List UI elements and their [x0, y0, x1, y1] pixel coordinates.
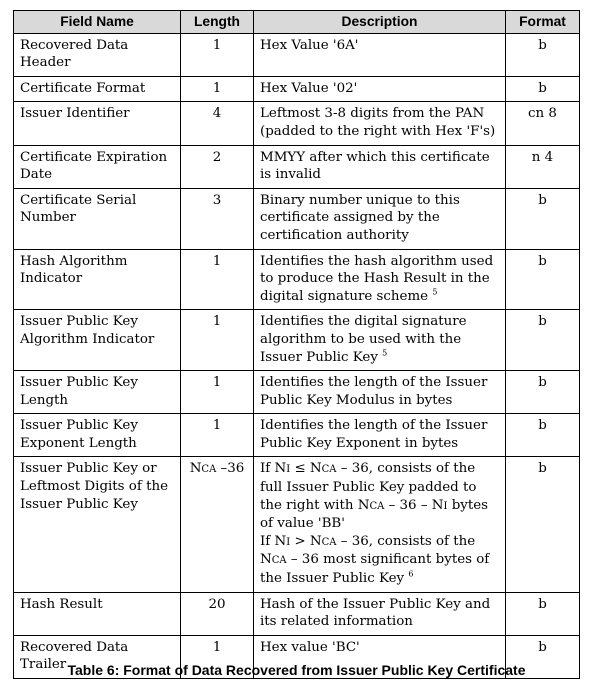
description-paragraph: If NI ≤ NCA – 36, consists of the full Issuer Public Key padded to the right with NCA – 36 – NI bytes of value 'BB': [260, 461, 489, 532]
format-cell: cn 8: [506, 102, 580, 145]
table-row: [14, 145, 580, 188]
length-cell: 1: [181, 635, 254, 678]
table-row: [14, 102, 580, 145]
field-name-cell: Certificate Format: [14, 76, 181, 102]
description-text: Identifies the hash algorithm used to produce the Hash Result in the digital signature scheme: [260, 253, 494, 304]
length-cell: 4: [181, 102, 254, 145]
length-cell: [181, 457, 254, 592]
header-row: [14, 11, 580, 34]
field-name-cell: Issuer Public Key Exponent Length: [14, 414, 181, 457]
description-text: Identifies the digital signature algorithm to be used with the Issuer Public Key: [260, 314, 467, 365]
length-cell: 1: [181, 76, 254, 102]
table-container: [13, 10, 581, 679]
field-name-cell: Issuer Public Key Length: [14, 371, 181, 414]
table-row: [14, 76, 580, 102]
data-format-table: [13, 10, 580, 679]
footnote-ref: 6: [408, 569, 414, 579]
format-cell: b: [506, 249, 580, 310]
field-name-cell: Issuer Public Key Algorithm Indicator: [14, 310, 181, 371]
table-row: [14, 188, 580, 249]
description-cell: Leftmost 3-8 digits from the PAN (padded to the right with Hex 'F's): [254, 102, 506, 145]
description-cell: Hex Value '6A': [254, 33, 506, 76]
header-description: Description: [254, 11, 506, 34]
length-expression: –36: [216, 461, 245, 477]
field-name-cell: Certificate Expiration Date: [14, 145, 181, 188]
description-cell: Binary number unique to this certificate assigned by the certification authority: [254, 188, 506, 249]
format-cell: b: [506, 635, 580, 678]
description-cell: Hash of the Issuer Public Key and its related information: [254, 592, 506, 635]
footnote-ref: 5: [432, 287, 438, 297]
description-cell: Hex value 'BC': [254, 635, 506, 678]
field-name-cell: Issuer Identifier: [14, 102, 181, 145]
field-name-cell: Issuer Public Key or Leftmost Digits of the Issuer Public Key: [14, 457, 181, 592]
footnote-ref: 5: [382, 348, 388, 358]
header-field-name: Field Name: [14, 11, 181, 34]
description-paragraph: If NI > NCA – 36, consists of the NCA – 36 most significant bytes of the Issuer Public Key $^6$: [260, 533, 490, 587]
length-cell: 1: [181, 310, 254, 371]
length-cell: 2: [181, 145, 254, 188]
field-name-cell: Hash Algorithm Indicator: [14, 249, 181, 310]
length-cell: 1: [181, 371, 254, 414]
description-cell: [254, 249, 506, 310]
description-cell: [254, 310, 506, 371]
format-cell: b: [506, 188, 580, 249]
length-cell: 3: [181, 188, 254, 249]
length-cell: 1: [181, 33, 254, 76]
header-format: Format: [506, 11, 580, 34]
length-cell: 20: [181, 592, 254, 635]
header-length: Length: [181, 11, 254, 34]
description-cell: Identifies the length of the Issuer Public Key Modulus in bytes: [254, 371, 506, 414]
format-cell: b: [506, 414, 580, 457]
length-cell: 1: [181, 414, 254, 457]
length-symbol: N: [189, 461, 202, 477]
field-name-cell: Recovered Data Header: [14, 33, 181, 76]
format-cell: b: [506, 457, 580, 592]
length-subscript: CA: [201, 464, 217, 476]
table-row: [14, 33, 580, 76]
format-cell: b: [506, 33, 580, 76]
format-cell: b: [506, 371, 580, 414]
description-cell: MMYY after which this certificate is invalid: [254, 145, 506, 188]
field-name-cell: Hash Result: [14, 592, 181, 635]
table-row: [14, 457, 580, 592]
table-row: [14, 592, 580, 635]
table-row: [14, 371, 580, 414]
format-cell: n 4: [506, 145, 580, 188]
format-cell: b: [506, 76, 580, 102]
format-cell: b: [506, 310, 580, 371]
description-cell: [254, 457, 506, 592]
field-name-cell: Recovered Data Trailer: [14, 635, 181, 678]
length-cell: 1: [181, 249, 254, 310]
table-row: [14, 414, 580, 457]
table-row: [14, 310, 580, 371]
format-cell: b: [506, 592, 580, 635]
field-name-cell: Certificate Serial Number: [14, 188, 181, 249]
table-row: [14, 249, 580, 310]
table-caption: Table 6: Format of Data Recovered from Issuer Public Key Certificate: [67, 662, 526, 678]
description-cell: Hex Value '02': [254, 76, 506, 102]
description-cell: Identifies the length of the Issuer Public Key Exponent in bytes: [254, 414, 506, 457]
